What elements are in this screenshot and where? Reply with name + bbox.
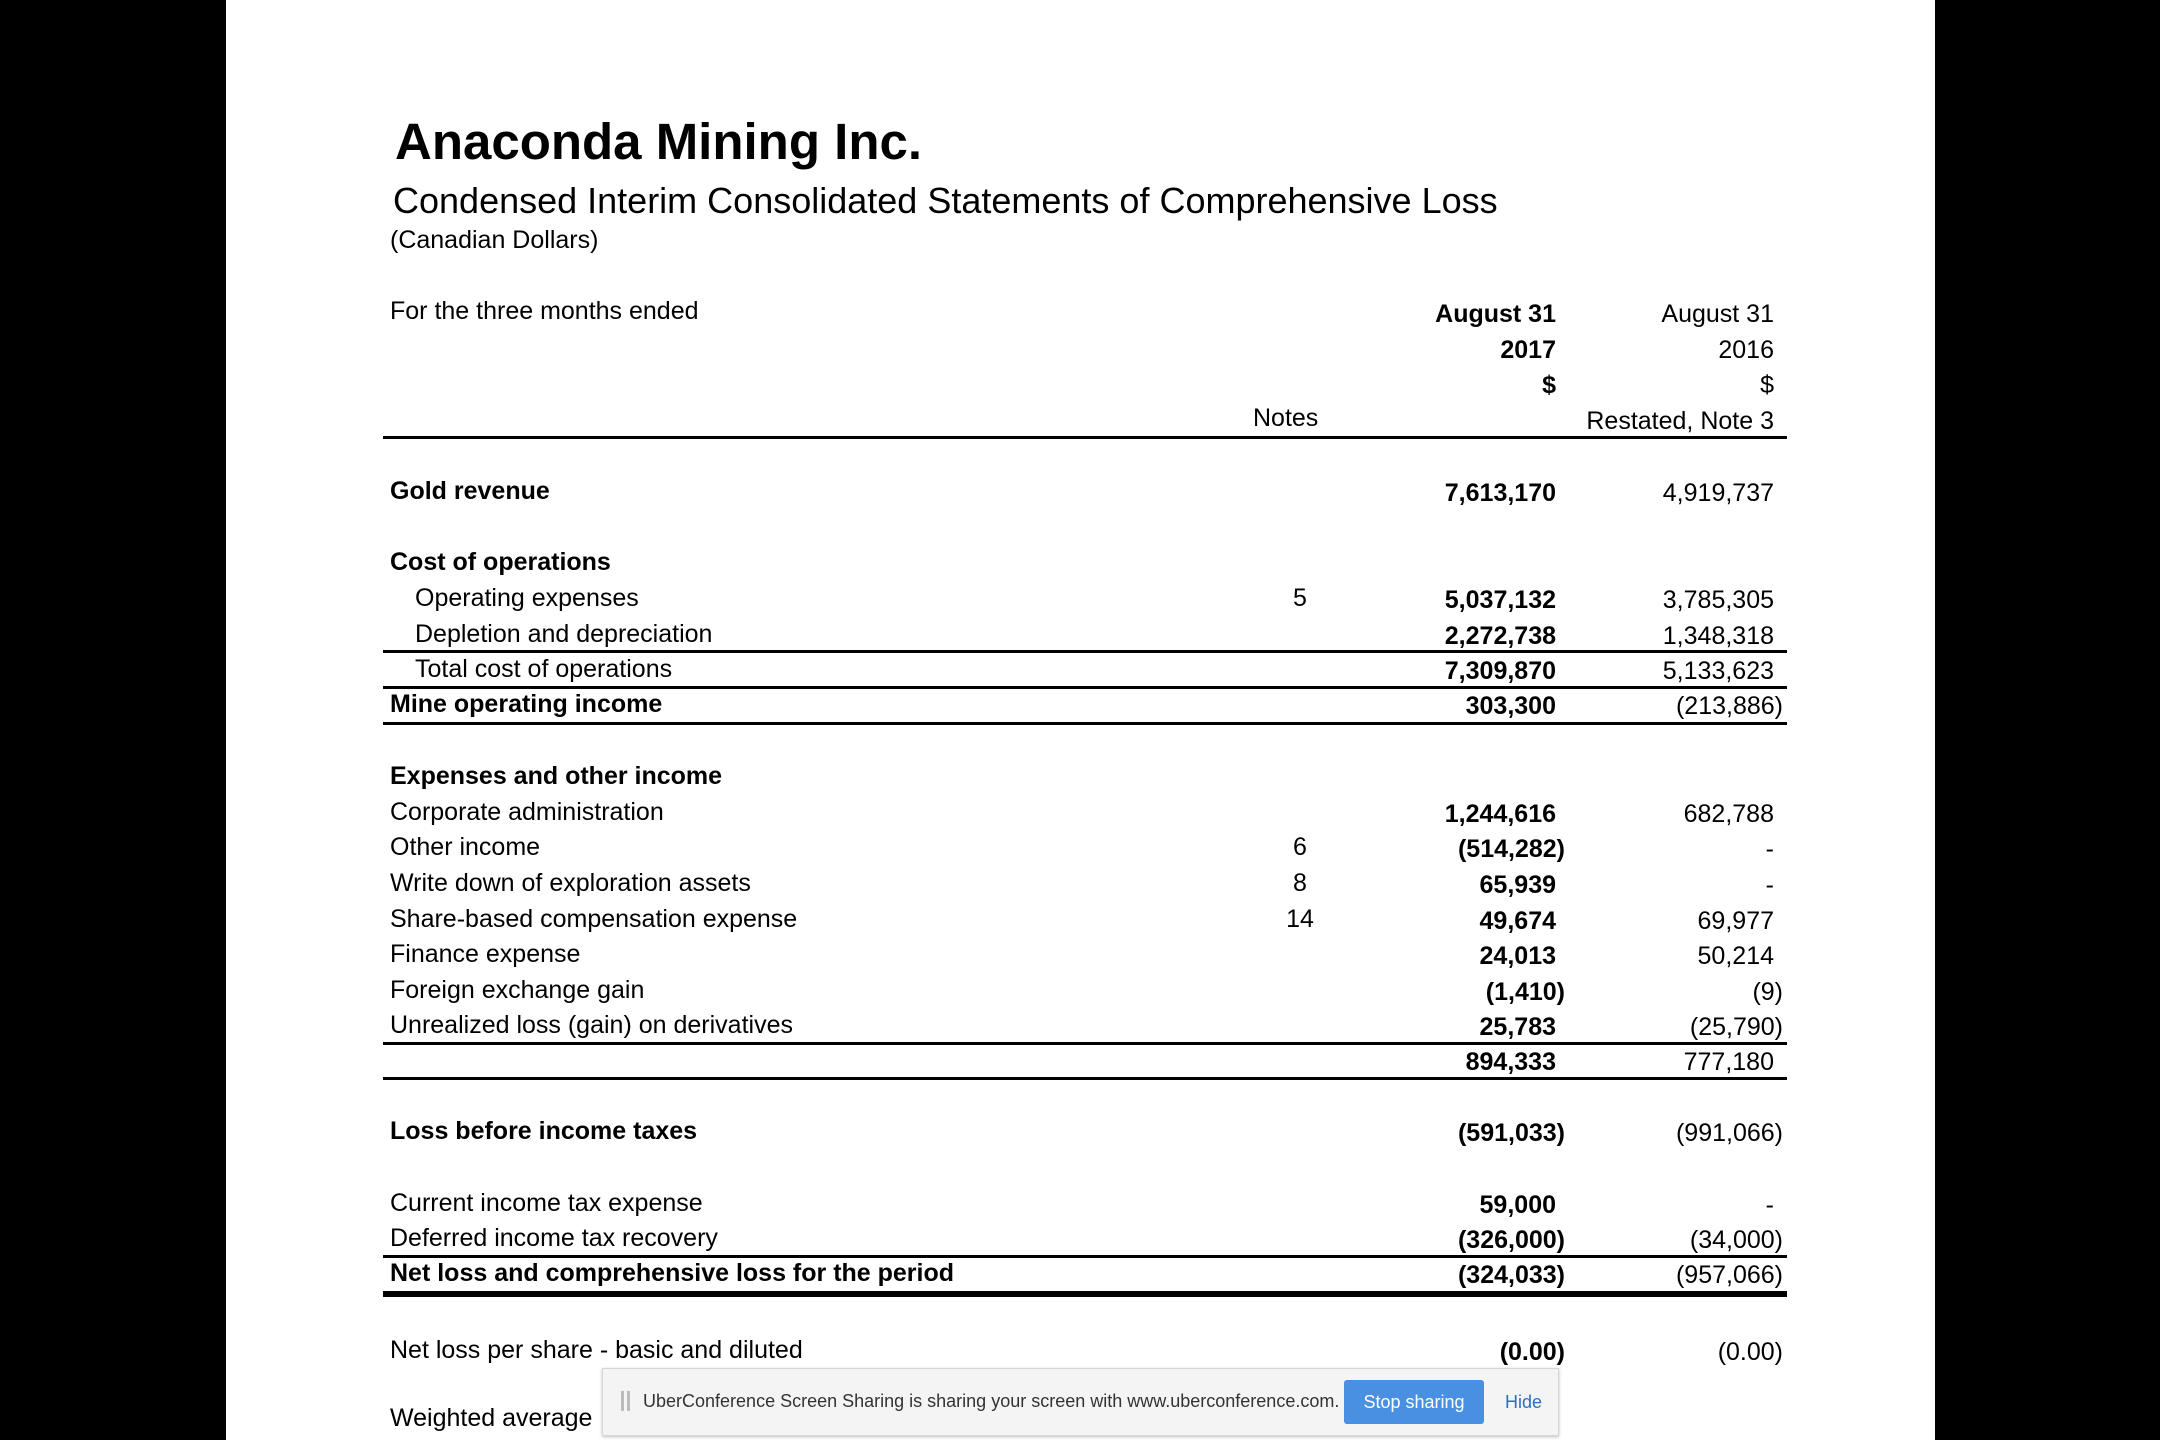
statement-page [226, 0, 1935, 1440]
row-label: Current income tax expense [390, 1189, 703, 1217]
value-2017: 2,272,738 [1444, 622, 1556, 650]
row-label: Corporate administration [390, 798, 664, 826]
row-label: Cost of operations [390, 548, 611, 576]
value-2016: - [1765, 871, 1774, 899]
table-row [226, 833, 1935, 869]
row-label: Unrealized loss (gain) on derivatives [390, 1011, 793, 1039]
col-2016-line4: Restated, Note 3 [1586, 407, 1774, 435]
row-label: Foreign exchange gain [390, 976, 645, 1004]
value-2016: 777,180 [1683, 1048, 1774, 1076]
stop-sharing-button[interactable]: Stop sharing [1344, 1380, 1484, 1424]
value-2016: 682,788 [1683, 800, 1774, 828]
table-row [226, 1117, 1935, 1153]
value-2017: 59,000 [1479, 1191, 1556, 1219]
value-2016: (0.00) [1717, 1338, 1783, 1366]
table-row [226, 940, 1935, 976]
col-2016-line1: August 31 [1661, 300, 1774, 328]
value-2017: (324,033) [1457, 1261, 1565, 1289]
row-label: Share-based compensation expense [390, 905, 798, 933]
col-2016-line3: $ [1760, 371, 1774, 399]
row-label: Mine operating income [390, 690, 663, 718]
value-2016: (991,066) [1675, 1119, 1783, 1147]
table-row [226, 1259, 1935, 1295]
value-2017: (514,282) [1457, 835, 1565, 863]
table-row [226, 1336, 1935, 1372]
hide-link[interactable]: Hide [1505, 1392, 1543, 1412]
value-2017: 7,613,170 [1444, 479, 1556, 507]
value-2016: - [1765, 1191, 1774, 1219]
row-label: Operating expenses [415, 584, 639, 612]
value-2016: (957,066) [1675, 1261, 1783, 1289]
table-row [226, 762, 1935, 798]
value-2017: 303,300 [1465, 692, 1556, 720]
value-2016: (213,886) [1675, 692, 1783, 720]
subtotal-rule [383, 1042, 1787, 1045]
row-note: 14 [1286, 905, 1314, 933]
col-2017-line3: $ [1542, 371, 1556, 399]
col-2016-line2: 2016 [1718, 336, 1774, 364]
value-2016: 50,214 [1697, 942, 1774, 970]
period-label: For the three months ended [390, 297, 699, 325]
table-row [226, 1189, 1935, 1225]
value-2016: (25,790) [1689, 1013, 1783, 1041]
total-rule [383, 722, 1787, 725]
row-label: Depletion and depreciation [415, 620, 713, 648]
value-2016: 5,133,623 [1662, 657, 1774, 685]
subtotal-rule [383, 650, 1787, 653]
double-total-rule [383, 1291, 1787, 1297]
col-2017-line2: 2017 [1500, 336, 1556, 364]
row-note: 6 [1293, 833, 1307, 861]
row-label: Loss before income taxes [390, 1117, 698, 1145]
value-2016: - [1765, 835, 1774, 863]
value-2017: 25,783 [1479, 1013, 1556, 1041]
statement-title: Condensed Interim Consolidated Statements of Comprehensive Loss [393, 180, 1498, 221]
total-rule [383, 1077, 1787, 1080]
row-label: Net loss and comprehensive loss for the period [390, 1259, 955, 1287]
value-2017: 1,244,616 [1444, 800, 1556, 828]
row-label: Weighted average [390, 1404, 593, 1432]
row-note: 5 [1293, 584, 1307, 612]
value-2017: 7,309,870 [1444, 657, 1556, 685]
value-2017: 65,939 [1479, 871, 1556, 899]
currency-note: (Canadian Dollars) [390, 226, 599, 254]
value-2017: 24,013 [1479, 942, 1556, 970]
value-2016: 3,785,305 [1662, 586, 1774, 614]
value-2016: 1,348,318 [1662, 622, 1774, 650]
row-label: Total cost of operations [415, 655, 673, 683]
table-row [226, 548, 1935, 584]
notes-header: Notes [1253, 404, 1319, 432]
value-2017: 5,037,132 [1444, 586, 1556, 614]
value-2017: 894,333 [1465, 1048, 1556, 1076]
row-label: Gold revenue [390, 477, 550, 505]
value-2016: (9) [1752, 978, 1783, 1006]
value-2017: (1,410) [1485, 978, 1565, 1006]
subtotal-rule [383, 1255, 1787, 1258]
screen-sharing-bar [602, 1368, 1559, 1436]
row-note: 8 [1293, 869, 1307, 897]
value-2016: 4,919,737 [1662, 479, 1774, 507]
table-row [226, 798, 1935, 834]
value-2017: (0.00) [1499, 1338, 1565, 1366]
sharing-message: UberConference Screen Sharing is sharing your screen with www.uberconference.com. [643, 1391, 1340, 1411]
table-row [226, 477, 1935, 513]
row-label: Finance expense [390, 940, 581, 968]
table-row [226, 905, 1935, 941]
table-row [226, 584, 1935, 620]
company-name: Anaconda Mining Inc. [395, 113, 923, 170]
header-rule [383, 436, 1787, 439]
col-2017-line1: August 31 [1435, 300, 1556, 328]
value-2016: (34,000) [1689, 1226, 1783, 1254]
value-2017: (326,000) [1457, 1226, 1565, 1254]
value-2017: (591,033) [1457, 1119, 1565, 1147]
value-2016: 69,977 [1697, 907, 1774, 935]
table-row [226, 976, 1935, 1012]
row-label: Expenses and other income [390, 762, 723, 790]
subtotal-rule [383, 686, 1787, 689]
row-label: Write down of exploration assets [390, 869, 751, 897]
table-row [226, 690, 1935, 726]
value-2017: 49,674 [1479, 907, 1556, 935]
table-row [226, 869, 1935, 905]
row-label: Net loss per share - basic and diluted [390, 1336, 803, 1364]
drag-handle-icon[interactable] [621, 1391, 631, 1413]
row-label: Other income [390, 833, 541, 861]
row-label: Deferred income tax recovery [390, 1224, 718, 1252]
